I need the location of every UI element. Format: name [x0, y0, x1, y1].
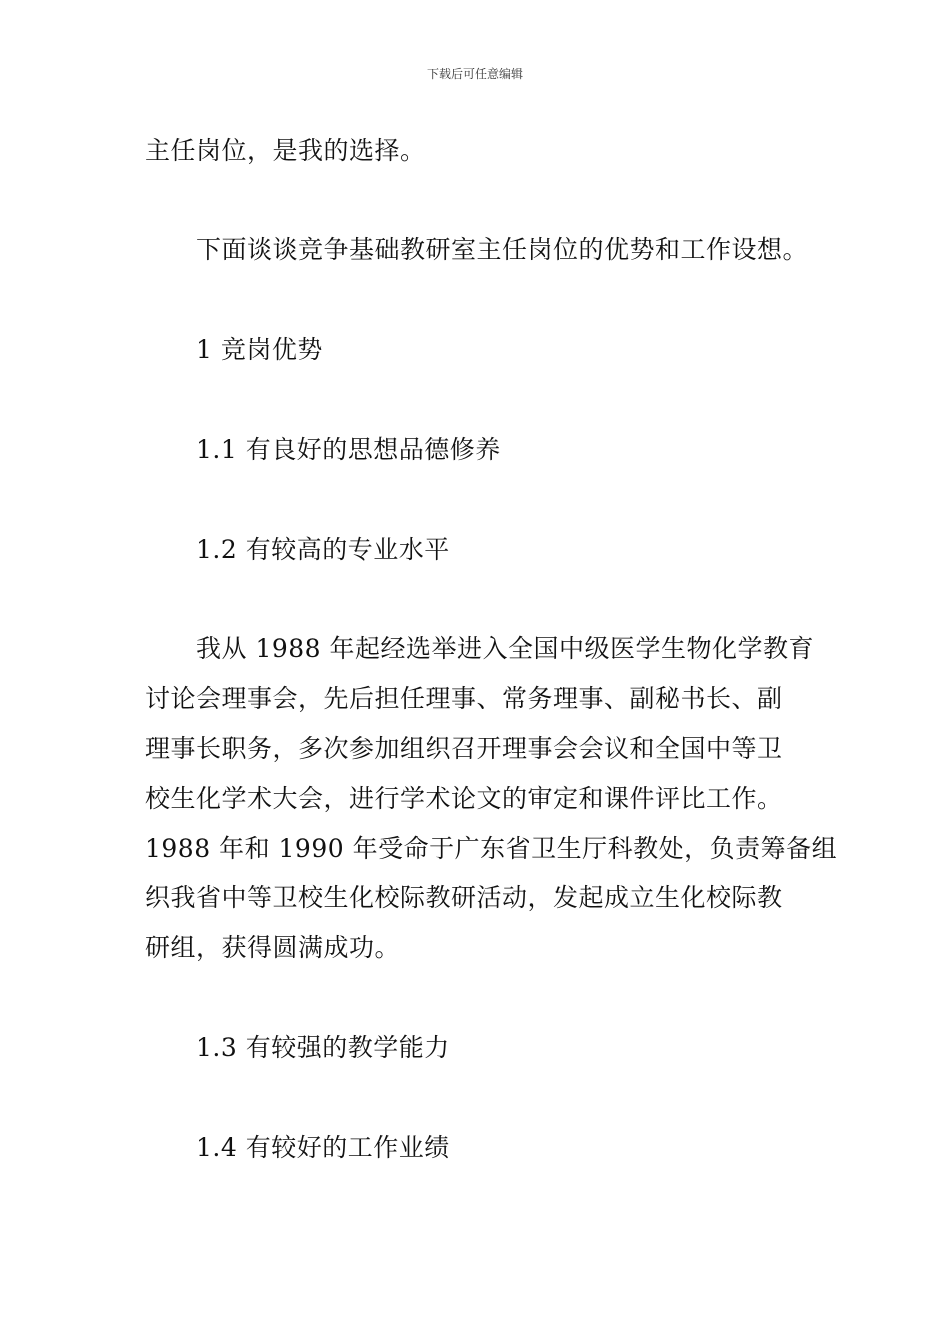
subsection-heading: 1.2 有较高的专业水平: [196, 535, 450, 564]
text-line: 1988 年和 1990 年受命于广东省卫生厅科教处，负责筹备组: [145, 834, 838, 863]
text-line: 我从 1988 年起经选举进入全国中级医学生物化学教育: [196, 634, 815, 663]
section-heading: 1 竞岗优势: [196, 335, 323, 364]
page-header: 下载后可任意编辑: [426, 67, 523, 81]
text-line: 主任岗位，是我的选择。: [145, 136, 426, 165]
text-line: 讨论会理事会，先后担任理事、常务理事、副秘书长、副: [145, 684, 783, 713]
text-line: 织我省中等卫校生化校际教研活动，发起成立生化校际教: [145, 883, 783, 912]
subsection-heading: 1.1 有良好的思想品德修养: [196, 435, 501, 464]
text-line: 理事长职务，多次参加组织召开理事会会议和全国中等卫: [145, 734, 783, 763]
text-line: 研组，获得圆满成功。: [145, 933, 401, 962]
subsection-heading: 1.4 有较好的工作业绩: [196, 1133, 450, 1162]
text-line: 校生化学术大会，进行学术论文的审定和课件评比工作。: [145, 784, 783, 813]
text-line: 下面谈谈竞争基础教研室主任岗位的优势和工作设想。: [196, 235, 809, 264]
subsection-heading: 1.3 有较强的教学能力: [196, 1033, 450, 1062]
